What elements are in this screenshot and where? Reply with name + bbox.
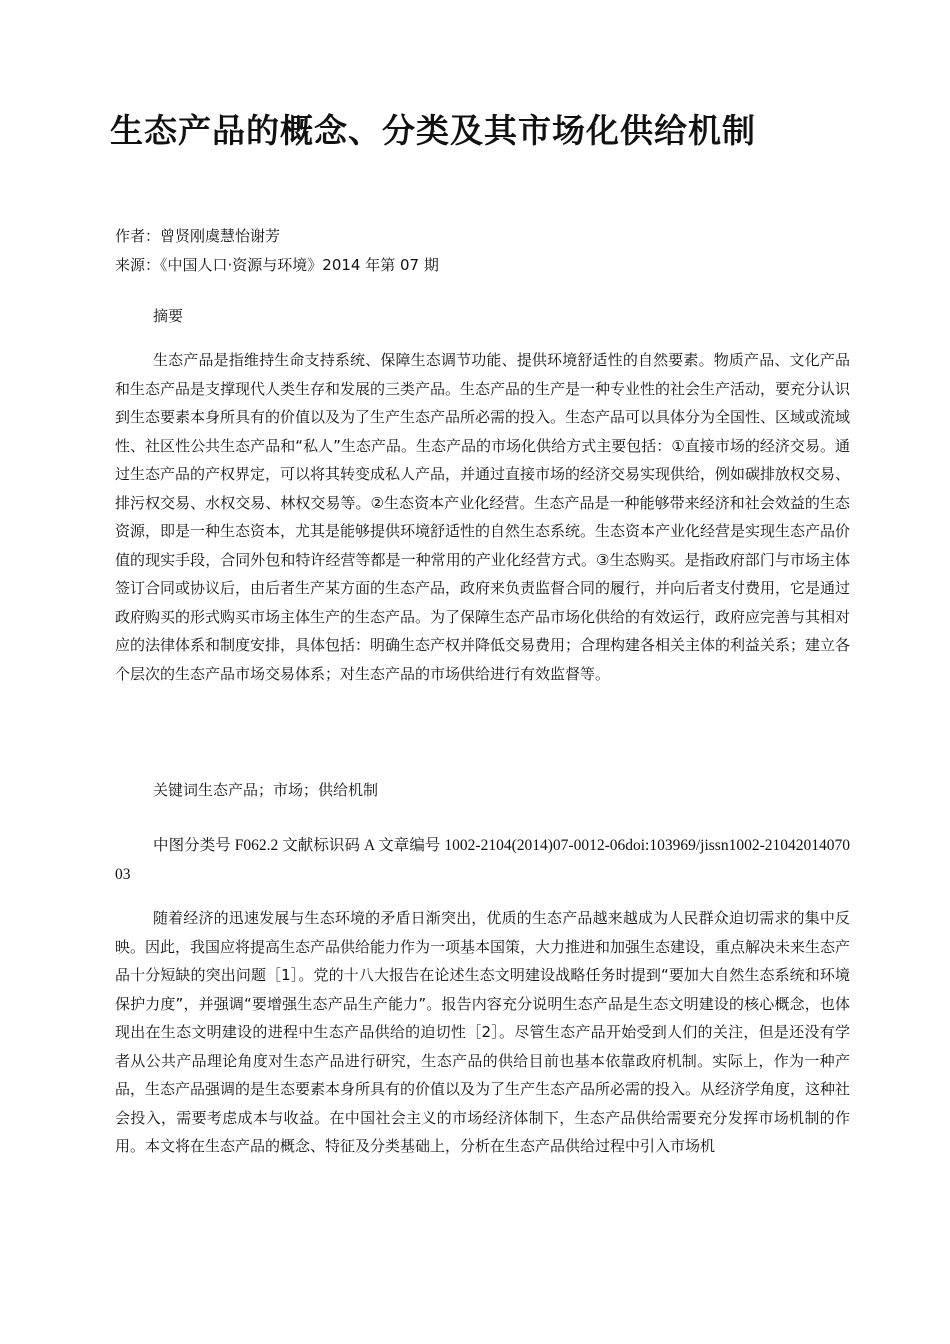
- intro-paragraph: 随着经济的迅速发展与生态环境的矛盾日渐突出，优质的生态产品越来越成为人民群众迫切需求的集中反映。因此，我国应将提高生态产品供给能力作为一项基本国策，大力推进和加强生态建设，重点解决未来生态产品十分短缺的突出问题［1］。党的十八大报告在论述生态文明建设战略任务时提到“要加大自然生态系统和环境保护力度”，并强调“要增强生态产品生产能力”。报告内容充分说明生态产品是生态文明建设的核心概念，也体现出在生态文明建设的进程中生态产品供给的迫切性［2］。尽管生态产品开始受到人们的关注，但是还没有学者从公共产品理论角度对生态产品进行研究，生态产品的供给目前也基本依靠政府机制。实际上，作为一种产品，生态产品强调的是生态要素本身所具有的价值以及为了生产生态产品所必需的投入。从经济学角度，这种社会投入，需要考虑成本与收益。在中国社会主义的市场经济体制下，生态产品供给需要充分发挥市场机制的作用。本文将在生态产品的概念、特征及分类基础上，分析在生态产品供给过程中引入市场机: [115, 909, 851, 1155]
- abstract-heading: 摘要: [153, 307, 184, 325]
- author-line: 作者：曾贤刚虞慧怡谢芳: [115, 227, 281, 245]
- keywords-line: 关键词生态产品；市场；供给机制: [153, 781, 379, 799]
- source-line: 来源：《中国人口·资源与环境》2014 年第 07 期: [115, 256, 439, 274]
- classification-line: 中图分类号 F062.2 文献标识码 A 文章编号 1002-2104(2014)07-0012-06doi:103969/jissn1002-2104201407003: [115, 837, 850, 883]
- abstract-paragraph: 生态产品是指维持生命支持系统、保障生态调节功能、提供环境舒适性的自然要素。物质产品、文化产品和生态产品是支撑现代人类生存和发展的三类产品。生态产品的生产是一种专业性的社会生产活动，要充分认识到生态要素本身所具有的价值以及为了生产生态产品所必需的投入。生态产品可以具体分为全国性、区域或流域性、社区性公共生态产品和“私人”生态产品。生态产品的市场化供给方式主要包括：①直接市场的经济交易。通过生态产品的产权界定，可以将其转变成私人产品，并通过直接市场的经济交易实现供给，例如碳排放权交易、排污权交易、水权交易、林权交易等。②生态资本产业化经营。生态产品是一种能够带来经济和社会效益的生态资源，即是一种生态资本，尤其是能够提供环境舒适性的自然生态系统。生态资本产业化经营是实现生态产品价值的现实手段，合同外包和特许经营等都是一种常用的产业化经营方式。③生态购买。是指政府部门与市场主体签订合同或协议后，由后者生产某方面的生态产品，政府来负责监督合同的履行，并向后者支付费用，它是通过政府购买的形式购买市场主体生产的生态产品。为了保障生态产品市场化供给的有效运行，政府应完善与其相对应的法律体系和制度安排，具体包括：明确生态产权并降低交易费用；合理构建各相关主体的利益关系；建立各个层次的生态产品市场交易体系；对生态产品的市场供给进行有效监督等。: [115, 351, 851, 683]
- article-title: 生态产品的概念、分类及其市场化供给机制: [110, 111, 756, 150]
